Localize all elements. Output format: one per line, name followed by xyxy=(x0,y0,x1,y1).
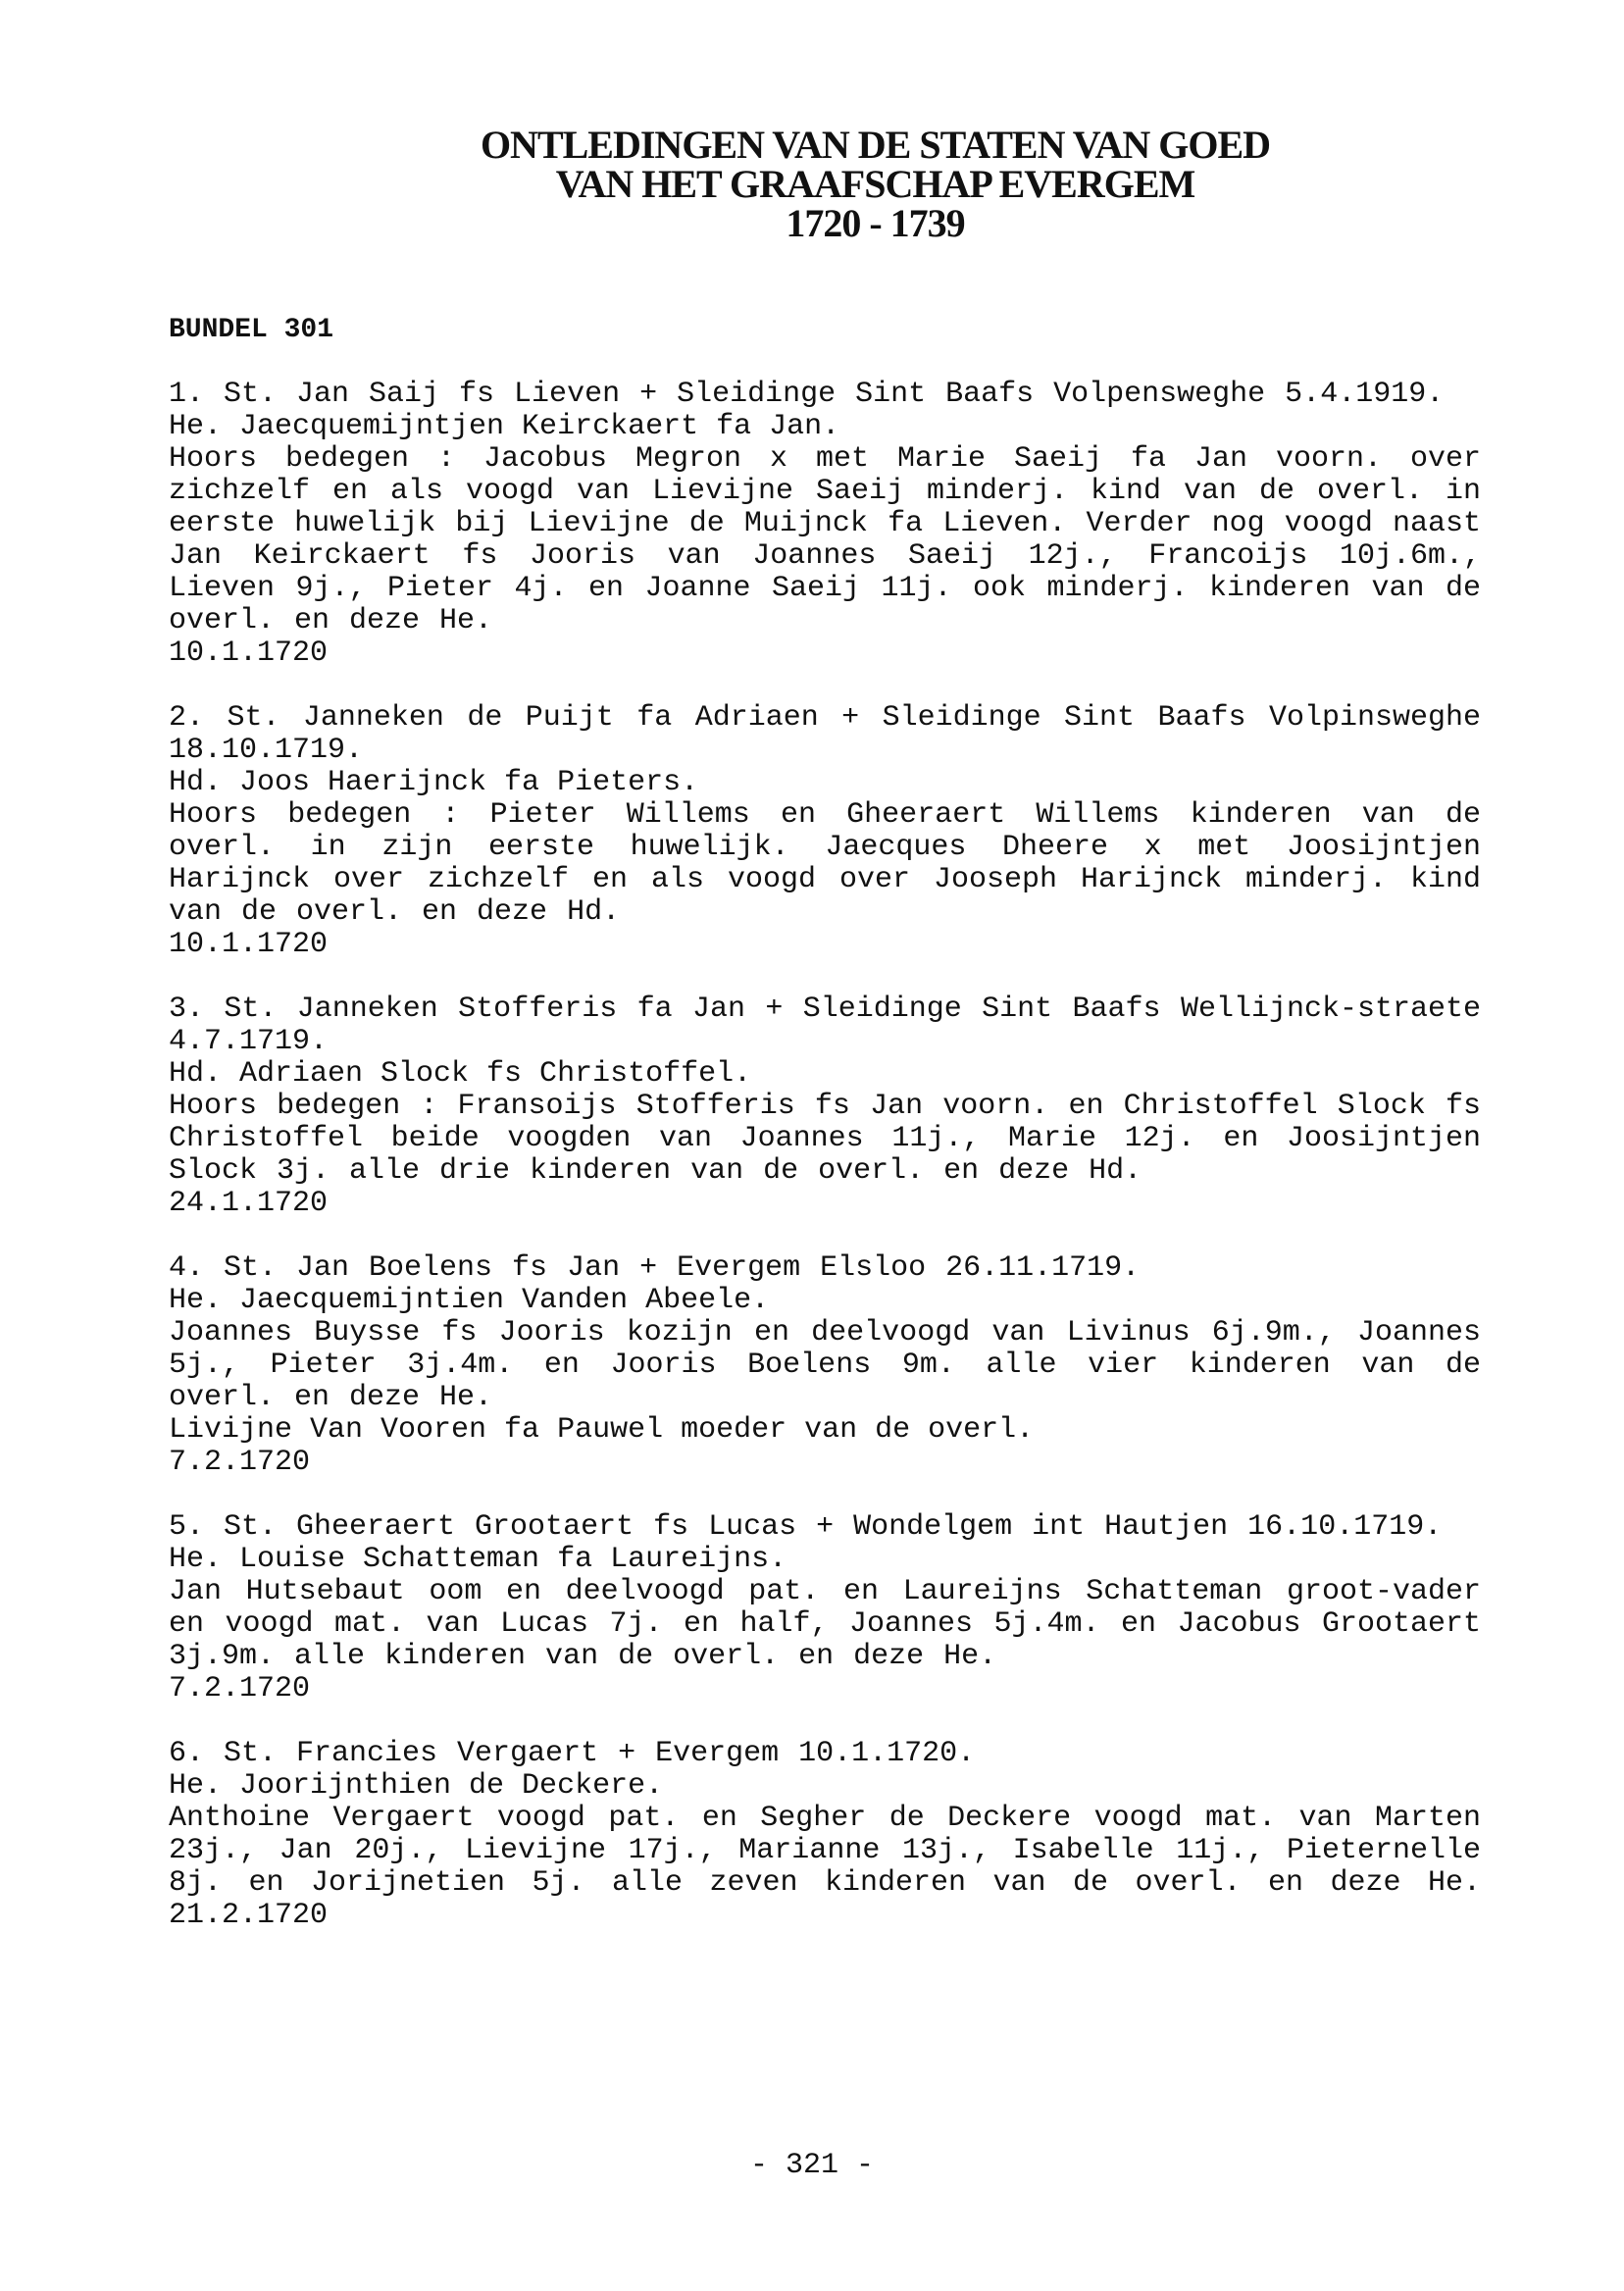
entry-body: Joannes Buysse fs Jooris kozijn en deelvoogd van Livinus 6j.9m., Joannes 5j., Pieter 3j.4m. en Jooris Boelens 9m. alle vier kinderen van de overl. en deze He. xyxy=(169,1316,1481,1414)
entry-date: 10.1.1720 xyxy=(169,636,329,670)
entry-spouse: Hd. Adriaen Slock fs Christoffel. xyxy=(169,1057,752,1091)
entry-spouse: Hd. Joos Haerijnck fa Pieters. xyxy=(169,766,699,799)
entry-heading: 6. St. Francies Vergaert + Evergem 10.1.1720. xyxy=(169,1737,976,1770)
entry-extra: Livijne Van Vooren fa Pauwel moeder van de overl. xyxy=(169,1413,1035,1447)
entry-6 xyxy=(169,1738,1481,1932)
entry-date: 24.1.1720 xyxy=(169,1187,329,1220)
title-line-1: ONTLEDINGEN VAN DE STATEN VAN GOED xyxy=(480,123,1271,167)
entry-heading: 3. St. Janneken Stofferis fa Jan + Sleidinge Sint Baafs Wellijnck-straete 4.7.1719. xyxy=(169,993,1481,1058)
entry-1 xyxy=(169,379,1481,670)
entry-spouse: He. Louise Schatteman fa Laureijns. xyxy=(169,1543,787,1576)
entry-heading: 2. St. Janneken de Puijt fa Adriaen + Sleidinge Sint Baafs Volpinsweghe 18.10.1719. xyxy=(169,701,1481,767)
entry-date: 7.2.1720 xyxy=(169,1672,311,1706)
entry-4 xyxy=(169,1252,1481,1479)
entry-2 xyxy=(169,702,1481,961)
entry-3 xyxy=(169,993,1481,1220)
entry-body: Jan Hutsebaut oom en deelvoogd pat. en Laureijns Schatteman groot-vader en voogd mat. van Lucas 7j. en half, Joannes 5j.4m. en Jacobus Grootaert 3j.9m. alle kinderen van de overl. en deze He. xyxy=(169,1575,1481,1673)
page-number: - 321 - xyxy=(749,2149,875,2182)
entry-heading: 4. St. Jan Boelens fs Jan + Evergem Elsloo 26.11.1719. xyxy=(169,1251,1141,1285)
entry-heading: 5. St. Gheeraert Grootaert fs Lucas + Wondelgem int Hautjen 16.10.1719. xyxy=(169,1510,1443,1544)
document-title xyxy=(294,123,1456,245)
entry-date: 10.1.1720 xyxy=(169,928,329,961)
entry-heading: 1. St. Jan Saij fs Lieven + Sleidinge Sint Baafs Volpensweghe 5.4.1919. xyxy=(169,378,1445,411)
entry-spouse: He. Jaecquemijntjen Keirckaert fa Jan. xyxy=(169,410,840,443)
entry-5 xyxy=(169,1511,1481,1706)
entry-body: Anthoine Vergaert voogd pat. en Segher de Deckere voogd mat. van Marten 23j., Jan 20j., Lievijne 17j., Marianne 13j., Isabelle 11j., Pieternelle 8j. en Jorijnetien 5j. alle zeven kinderen van de overl. en deze He. 21.2.1720 xyxy=(169,1802,1481,1932)
entry-list xyxy=(169,379,1481,1964)
entry-body: Hoors bedegen : Fransoijs Stofferis fs Jan voorn. en Christoffel Slock fs Christoffel beide voogden van Joannes 11j., Marie 12j. en Joosijntjen Slock 3j. alle drie kinderen van de overl. en deze Hd. xyxy=(169,1090,1481,1188)
entry-spouse: He. Joorijnthien de Deckere. xyxy=(169,1769,664,1803)
entry-date: 7.2.1720 xyxy=(169,1446,311,1479)
title-line-2: VAN HET GRAAFSCHAP EVERGEM xyxy=(555,162,1195,206)
entry-body: Hoors bedegen : Pieter Willems en Gheeraert Willems kinderen van de overl. in zijn eerste huwelijk. Jaecques Dheere x met Joosijntjen Harijnck over zichzelf en als voogd over Jooseph Harijnck minderj. kind van de overl. en deze Hd. xyxy=(169,798,1481,929)
title-years: 1720 - 1739 xyxy=(786,201,965,245)
bundle-label: BUNDEL 301 xyxy=(169,315,334,345)
entry-spouse: He. Jaecquemijntien Vanden Abeele. xyxy=(169,1284,770,1317)
entry-body: Hoors bedegen : Jacobus Megron x met Marie Saeij fa Jan voorn. over zichzelf en als voogd van Lievijne Saeij minderj. kind van de overl. in eerste huwelijk bij Lievijne de Muijnck fa Lieven. Verder nog voogd naast Jan Keirckaert fs Jooris van Joannes Saeij 12j., Francoijs 10j.6m., Lieven 9j., Pieter 4j. en Joanne Saeij 11j. ook minderj. kinderen van de overl. en deze He. xyxy=(169,442,1481,637)
